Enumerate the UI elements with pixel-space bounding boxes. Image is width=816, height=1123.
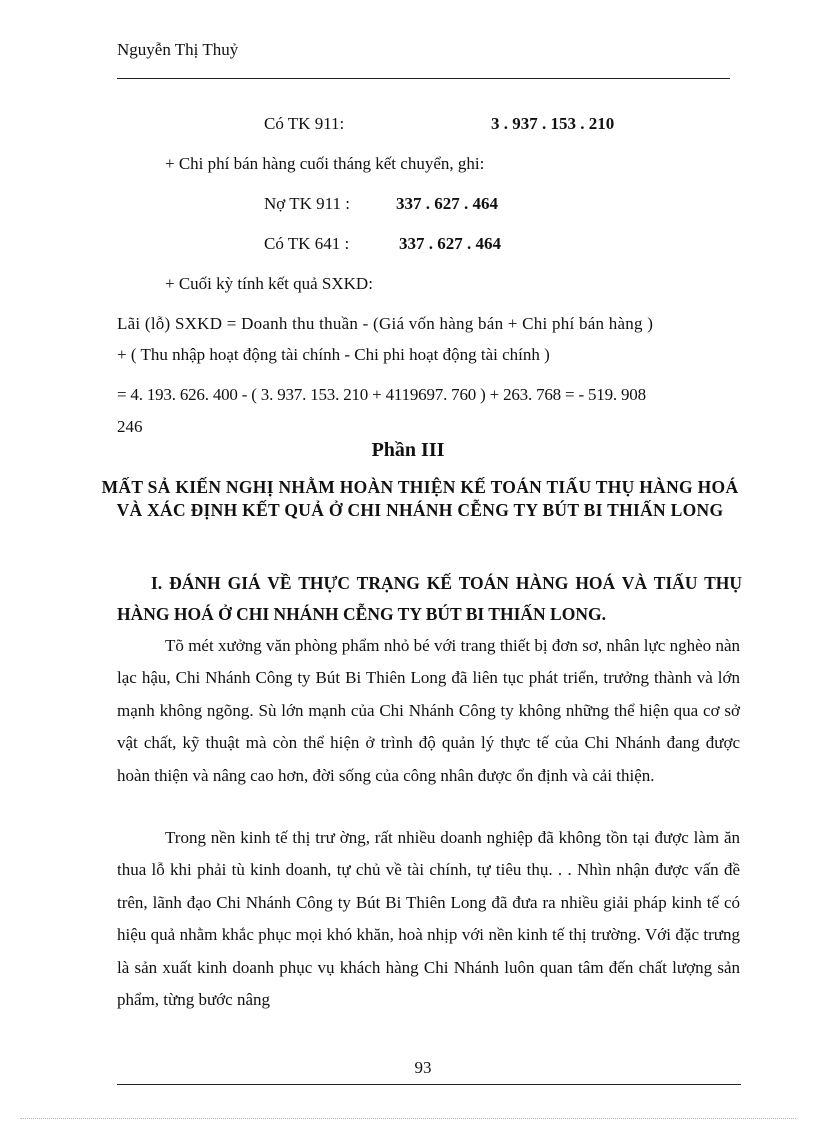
formula-result-line: = 4. 193. 626. 400 - ( 3. 937. 153. 210 + 4119697. 760 ) + 263. 768 = - 519. 908 (117, 385, 646, 404)
page-edge-divider (20, 1118, 796, 1119)
page-number: 93 (414, 1058, 432, 1077)
formula-line-2: + ( Thu nhập hoạt động tài chính - Chi phi hoạt động tài chính ) (117, 345, 550, 364)
header-divider (117, 78, 730, 79)
entry-credit-911-label: Có TK 911: (264, 114, 345, 133)
entry-debit-911-label: Nợ TK 911 : (264, 194, 350, 213)
entry-credit-641-label: Có TK 641 : (264, 234, 350, 253)
header-author: Nguyễn Thị Thuỷ (117, 40, 239, 59)
entry-credit-911-amount: 3 . 937 . 153 . 210 (491, 114, 615, 133)
entry-selling-expense-note: + Chi phí bán hàng cuối tháng kết chuyển, ghi: (165, 154, 485, 173)
formula-result-continuation: 246 (117, 417, 143, 436)
entry-credit-641-amount: 337 . 627 . 464 (399, 234, 501, 253)
footer-divider (117, 1084, 741, 1085)
part-title: MẤT SẢ KIẾN NGHỊ NHẰM HOÀN THIỆN KẾ TOÁN TIẤU THỤ HÀNG HOÁ VÀ XÁC ĐỊNH KẾT QUẢ Ở CHI NHÁNH CỄNG TY BÚT BI THIẤN LONG (101, 477, 739, 520)
section-heading: I. ĐÁNH GIÁ VỀ THỰC TRẠNG KẾ TOÁN HÀNG HOÁ VÀ TIẤU THỤ HÀNG HOÁ Ở CHI NHÁNH CỄNG TY BÚT BI THIẤN LONG. (117, 573, 742, 624)
entry-period-result-note: + Cuối kỳ tính kết quả SXKD: (165, 274, 373, 293)
paragraph-2: Trong nền kinh tế thị trư ờng, rất nhiều doanh nghiệp đã không tồn tại được làm ăn thua lỗ khi phải tù kinh doanh, tự chủ về tài chính, tự tiêu thụ. . . Nhìn nhận được vấn đề trên, lãnh đạo Chi Nhánh Công ty Bút Bi Thiên Long đã đưa ra nhiều giải pháp kinh tế có hiệu quả nhằm khắc phục mọi khó khăn, hoà nhịp với nền kinh tế thị trường. Với đặc trưng là sản xuất kinh doanh phục vụ khách hàng Chi Nhánh luôn quan tâm đến chất lượng sản phẩm, từng bước nâng (117, 828, 740, 1010)
entry-debit-911-amount: 337 . 627 . 464 (396, 194, 498, 213)
formula-line-1: Lãi (lỗ) SXKD = Doanh thu thuần - (Giá vốn hàng bán + Chi phí bán hàng ) (117, 314, 654, 333)
part-heading: Phần III (371, 439, 445, 461)
paragraph-1: Tõ mét xưởng văn phòng phẩm nhỏ bé với trang thiết bị đơn sơ, nhân lực nghèo nàn lạc hậu, Chi Nhánh Công ty Bút Bi Thiên Long đã liên tục phát triển, trưởng thành và lớn mạnh không ngõng. Sù lớn mạnh của Chi Nhánh Công ty không những thể hiện qua cơ sở vật chất, kỹ thuật mà còn thể hiện ở trình độ quản lý thực tế của Chi Nhánh đang được hoàn thiện và nâng cao hơn, đời sống của công nhân được ổn định và cải thiện. (117, 636, 740, 785)
